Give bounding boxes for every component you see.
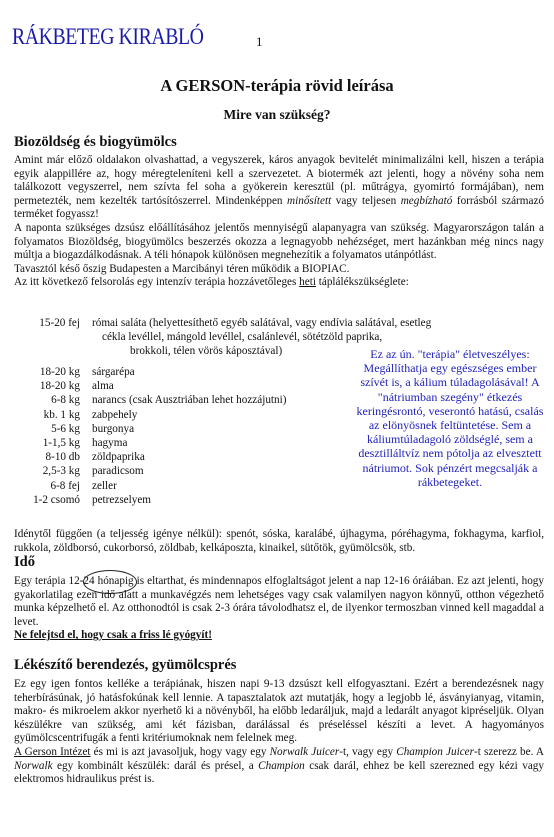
- item-quantity: 18-20 kg: [39, 366, 80, 378]
- paragraph: Amint már előző oldalakon olvashattad, a vegyszerek, káros anyagok bevitelét minimalizálni kell, hiszen a terápia egyik alappillére az, hogy méregteleníteni kell a szervezetet. A biotermék azt jelenti, hogy a növény soha nem találkozott vegyszerrel, nem szívta fel soha a gyökerein keresztül (pl. műtrágya, gyomirtó formájában), nem permetezték, nem kezelték tartósítószerrel. Mindenképpen minősített vagy teljesen megbízható forrásból származó terméket fogyassz!: [14, 154, 545, 221]
- paragraph: A Gerson Intézet és mi is azt javasoljuk, hogy vagy egy Norwalk Juicer-t, vagy egy Champion Juicer-t szerezz be. A Norwalk egy kombinált készülék: darál és présel, a Champion csak darál, ehhez be kell szerezned egy kézi vagy elektromos hidraulikus prést is.: [14, 745, 545, 786]
- paragraph: Egy terápia 12-24 hónapig is eltarthat, és mindennapos elfoglaltságot jelent a nap 12-16 óráiában. Ez azt jelenti, hogy gyakorlatilag ezen idő alatt a munkavégzés nem lehetséges vagy csak valamilyen nagyon könnyű, otthon végezhető munka képzelhető el. Az otthonodtól is csak 2-3 órára távolodhatsz el, de ilyenkor termoszban vinned kell magaddal a levet.: [14, 575, 544, 628]
- paragraph: Az itt következő felsorolás egy intenzív terápia hozzávetőleges heti táplálékszükséglete:: [14, 276, 409, 289]
- item-quantity: 5-6 kg: [51, 422, 80, 435]
- item-name: zöldpaprika: [92, 451, 145, 464]
- list-item: [14, 423, 134, 437]
- item-quantity: 8-10 db: [45, 451, 80, 464]
- list-item: [14, 437, 127, 451]
- item-quantity: kb. 1 kg: [43, 408, 80, 421]
- list-item: [14, 409, 137, 423]
- section-heading-juicer: Lékészítő berendezés, gyümölcsprés: [14, 657, 237, 673]
- brand-title: RÁKBETEG KIRABLÓ: [12, 24, 204, 49]
- item-name: burgonya: [92, 422, 135, 435]
- item-name: petrezselyem: [92, 493, 152, 506]
- section-heading-time: Idő: [14, 554, 35, 570]
- item-quantity: 1-1,5 kg: [42, 437, 80, 449]
- list-item: [14, 380, 114, 394]
- item-name: zeller: [92, 479, 117, 492]
- item-name: sárgarépa: [92, 366, 135, 378]
- paragraph: A naponta szükséges dzsúsz előállításához jelentős mennyiségű alapanyagra van szükség. Magyarországon talán a folyamatos Biozöldség, biogyümölcs beszerzés okozza a legnagyobb nehézséget, mert hazánkban még nincs nagy múltja a biogazdálkodásnak. A téli hónapok különösen megnehezítik a folyamatos utánpótlást.: [14, 221, 544, 262]
- list-item: [14, 494, 151, 508]
- item-name: paradicsom: [92, 465, 144, 478]
- list-item: [14, 366, 135, 380]
- list-item-continuation: brokkoli, télen vörös káposztával): [130, 345, 283, 357]
- list-item: [14, 394, 286, 408]
- list-item: [14, 465, 144, 479]
- section-bio-intro: [14, 154, 544, 290]
- item-name: hagyma: [92, 437, 128, 449]
- list-item: 15-20 fej római saláta (helyettesíthető egyéb salátával, vagy endívia salátával, esetleg: [39, 317, 432, 329]
- item-quantity: 2,5-3 kg: [42, 465, 80, 478]
- item-quantity: 6-8 fej: [50, 479, 80, 492]
- paragraph: Tavasztól késő őszig Budapesten a Marcibányi téren működik a BIOPIAC.: [14, 262, 350, 275]
- warning-line: Ne felejtsd el, hogy csak a friss lé gyógyít!: [14, 629, 212, 642]
- list-item-continuation: cékla levéllel, mángold levéllel, csalánlevél, sötétzöld paprika,: [102, 331, 383, 343]
- item-quantity: 6-8 kg: [51, 394, 80, 407]
- section-heading-bio: Biozöldség és biogyümölcs: [14, 134, 177, 150]
- section-time-body: [14, 575, 544, 643]
- document-subtitle: Mire van szükség?: [223, 107, 331, 122]
- list-item: [14, 480, 117, 494]
- item-quantity: 1-2 csomó: [33, 493, 80, 506]
- item-name: narancs (csak Ausztriában lehet hozzájutni): [92, 394, 287, 407]
- list-item: [14, 451, 145, 465]
- paragraph: Ez egy igen fontos kelléke a terápiának, hiszen napi 9-13 dzsúszt kell elfogyasztani. Ezért a berendezésnek nagy teherbírásúnak, jó hatásfokúnak kell lennie. A tapasztalatok azt mutatják, hogy a legjobb lé, ásványianyag, vitamin, makro- és mikroelem akkor nyerhető ki a növényből, ha előbb ledaráljuk, majd a ledarált anyagot kipréseljük. Olyan készülékre van szükség, ami két fázisban, darálással és préseléssel készíti a levet. A hagyományos gyümölcscentrifugák a fenti kritériumoknak nem felelnek meg.: [14, 678, 544, 745]
- item-quantity: 18-20 kg: [39, 380, 80, 393]
- section-juicer-body: [14, 678, 544, 787]
- page-number: 1: [256, 34, 263, 49]
- item-name: zabpehely: [92, 408, 138, 421]
- document-title: A GERSON-terápia rövid leírása: [160, 76, 394, 95]
- item-name: alma: [92, 380, 114, 393]
- seasonal-paragraph: Idénytől függően (a teljesség igénye nélkül): spenót, sóska, karalábé, újhagyma, póréhagyma, fokhagyma, karfiol, rukkola, zöldborsó, cukorborsó, zöldbab, kelkáposzta, kinaikel, sütőtök, gyümölcsök, stb.: [14, 528, 544, 554]
- annotation-note: Ez az ún. "terápia" életveszélyes: Megállíthatja egy egészséges ember szívét is, a kálium túladagolásával! A "nátriumban szegény" étkezés keringésrontó, veserontó hatású, csalás az elönyösnek feltüntetése. Sem a káliumtúladagoló zöldséglé, sem a desztilláltvíz nem pótolja az elvesztett nátriumot. Sok pénzért megcsalják a rákbetegeket.: [356, 347, 544, 489]
